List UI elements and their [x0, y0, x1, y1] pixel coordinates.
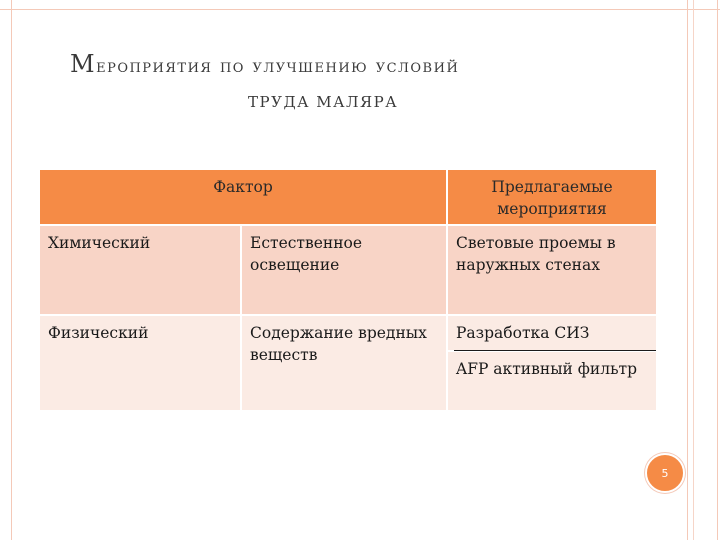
table-cell-measure: Разработка СИЗ: [448, 316, 656, 350]
title-line1: ероприятия по улучшению условий: [96, 55, 460, 77]
header-measures: Предлагаемые мероприятия: [448, 170, 656, 224]
table-cell-measure: Световые проемы в наружных стенах: [448, 226, 656, 314]
table-cell-factor: Естественное освещение: [242, 226, 446, 314]
frame-left-line: [0, 0, 12, 540]
page-number-badge: 5: [645, 453, 685, 493]
measures-table: [40, 170, 656, 410]
table-cell-factor: Содержание вредных веществ: [242, 316, 446, 410]
slide-title: [70, 46, 660, 120]
frame-right-line: [693, 0, 694, 540]
frame-right-line: [717, 0, 718, 540]
frame-right-line: [687, 0, 688, 540]
table-cell-measure: AFP активный фильтр: [448, 352, 656, 410]
frame-top-line: [0, 0, 720, 10]
title-first-letter: М: [70, 50, 97, 78]
table-cell-category: Химический: [40, 226, 240, 314]
header-factor: Фактор: [40, 170, 446, 224]
cell-divider: [454, 350, 656, 351]
table-cell-category: Физический: [40, 316, 240, 410]
title-line2: ТРУДА МАЛЯРА: [248, 93, 399, 111]
